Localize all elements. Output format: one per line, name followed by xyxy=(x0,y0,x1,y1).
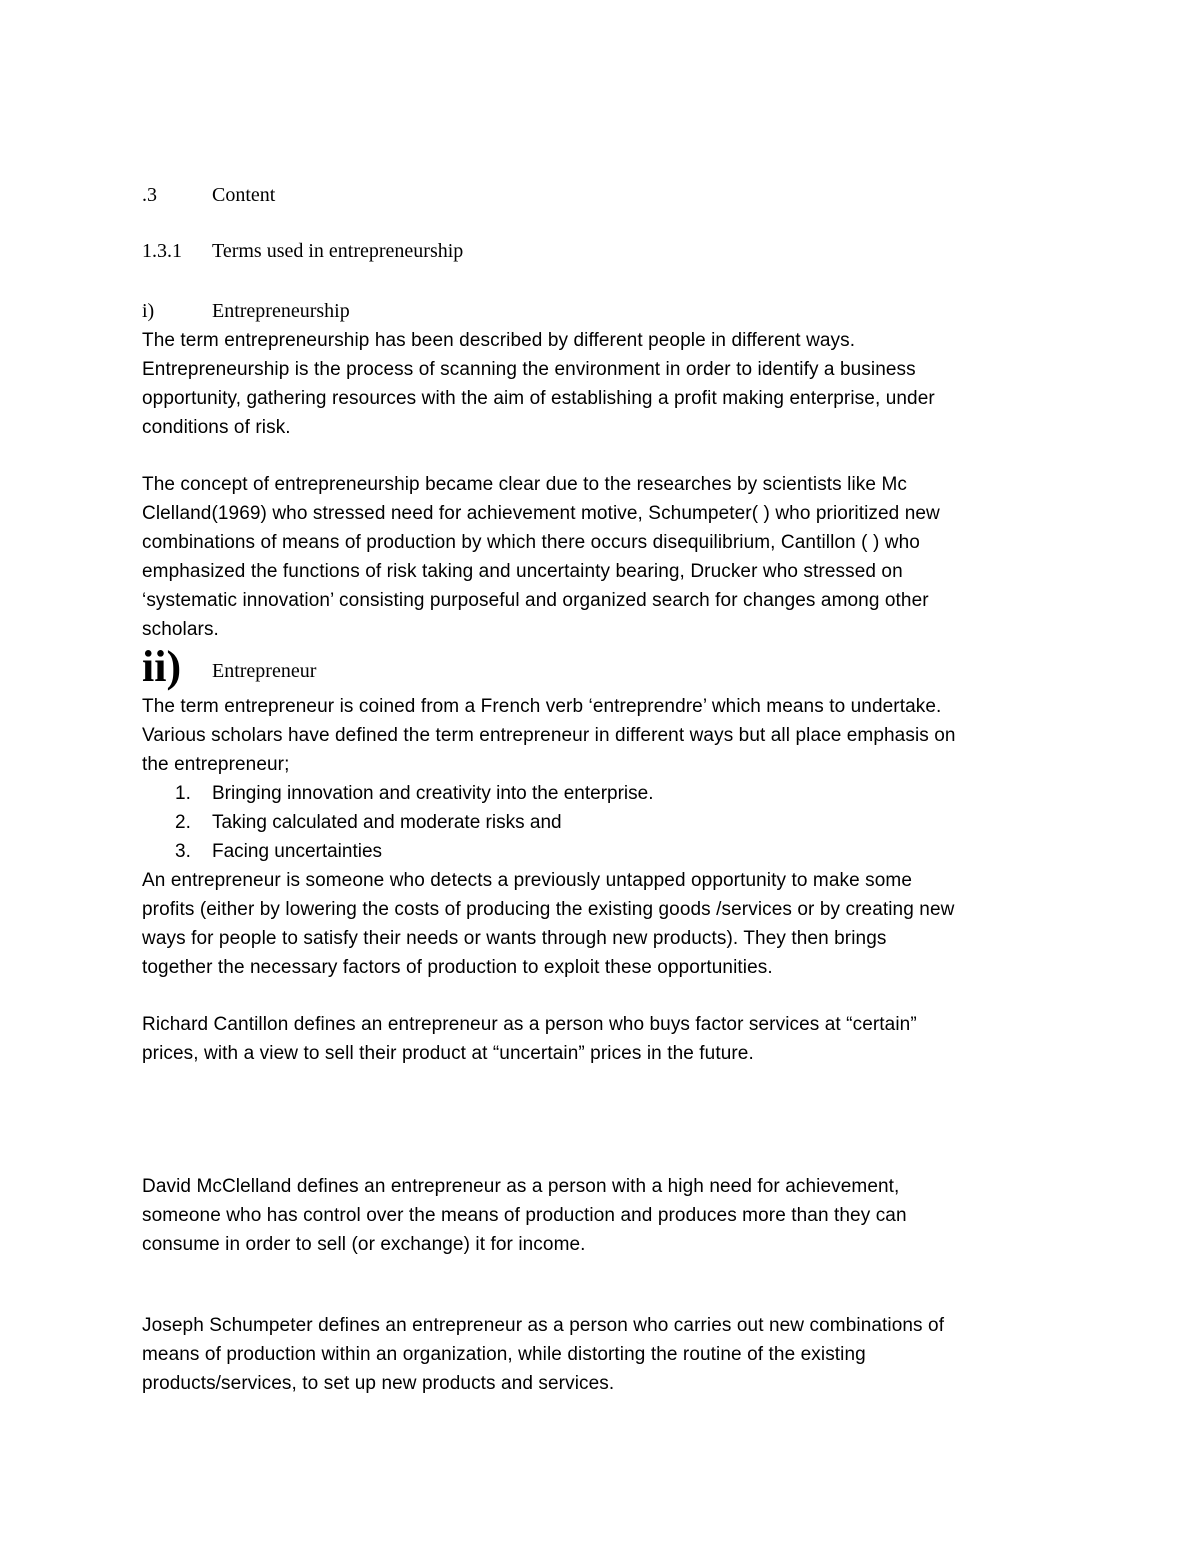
text-line: prices, with a view to sell their product at “uncertain” prices in the future. xyxy=(142,1043,754,1064)
text-line: combinations of means of production by which there occurs disequilibrium, Cantillon ( ) who xyxy=(142,532,920,553)
text-line: together the necessary factors of production to exploit these opportunities. xyxy=(142,957,773,978)
text-line: Clelland(1969) who stressed need for achievement motive, Schumpeter( ) who prioritized new xyxy=(142,503,940,524)
text-line: ways for people to satisfy their needs or wants through new products). They then brings xyxy=(142,928,887,949)
section-number: .3 xyxy=(142,184,157,206)
list-item: Bringing innovation and creativity into the enterprise. xyxy=(212,783,654,804)
text-line: An entrepreneur is someone who detects a previously untapped opportunity to make some xyxy=(142,870,913,891)
text-line: The term entrepreneur is coined from a French verb ‘entreprendre’ which means to undertake. xyxy=(142,696,942,717)
text-line: products/services, to set up new products and services. xyxy=(142,1373,615,1394)
text-line: means of production within an organization, while distorting the routine of the existing xyxy=(142,1344,866,1365)
text-line: profits (either by lowering the costs of producing the existing goods /services or by creating new xyxy=(142,899,955,920)
text-line: ‘systematic innovation’ consisting purposeful and organized search for changes among other xyxy=(142,590,929,611)
text-line: Various scholars have defined the term entrepreneur in different ways but all place emphasis on xyxy=(142,725,956,746)
subsection-number: 1.3.1 xyxy=(142,240,182,262)
text-line: consume in order to sell (or exchange) it for income. xyxy=(142,1234,586,1255)
list-item-number: 1. xyxy=(175,783,191,804)
text-line: emphasized the functions of risk taking and uncertainty bearing, Drucker who stressed on xyxy=(142,561,903,582)
text-line: Richard Cantillon defines an entrepreneur as a person who buys factor services at “certain” xyxy=(142,1014,917,1035)
list-item-number: 3. xyxy=(175,841,191,862)
text-line: David McClelland defines an entrepreneur as a person with a high need for achievement, xyxy=(142,1176,900,1197)
list-item: Facing uncertainties xyxy=(212,841,383,862)
term1-title: Entrepreneurship xyxy=(212,300,350,322)
subsection-title: Terms used in entrepreneurship xyxy=(212,240,464,262)
text-line: The concept of entrepreneurship became clear due to the researches by scientists like Mc xyxy=(142,474,907,495)
text-line: conditions of risk. xyxy=(142,417,291,438)
term2-title: Entrepreneur xyxy=(212,660,317,682)
text-line: opportunity, gathering resources with the aim of establishing a profit making enterprise, under xyxy=(142,388,935,409)
section-title: Content xyxy=(212,184,276,206)
text-line: Joseph Schumpeter defines an entrepreneur as a person who carries out new combinations of xyxy=(142,1315,945,1336)
text-line: scholars. xyxy=(142,619,219,640)
text-line: The term entrepreneurship has been described by different people in different ways. xyxy=(142,330,856,351)
term2-number: ii) xyxy=(142,642,182,691)
text-line: Entrepreneurship is the process of scanning the environment in order to identify a business xyxy=(142,359,916,380)
term1-number: i) xyxy=(142,300,155,322)
list-item-number: 2. xyxy=(175,812,191,833)
text-line: the entrepreneur; xyxy=(142,754,290,775)
text-line: someone who has control over the means of production and produces more than they can xyxy=(142,1205,907,1226)
list-item: Taking calculated and moderate risks and xyxy=(212,812,562,833)
